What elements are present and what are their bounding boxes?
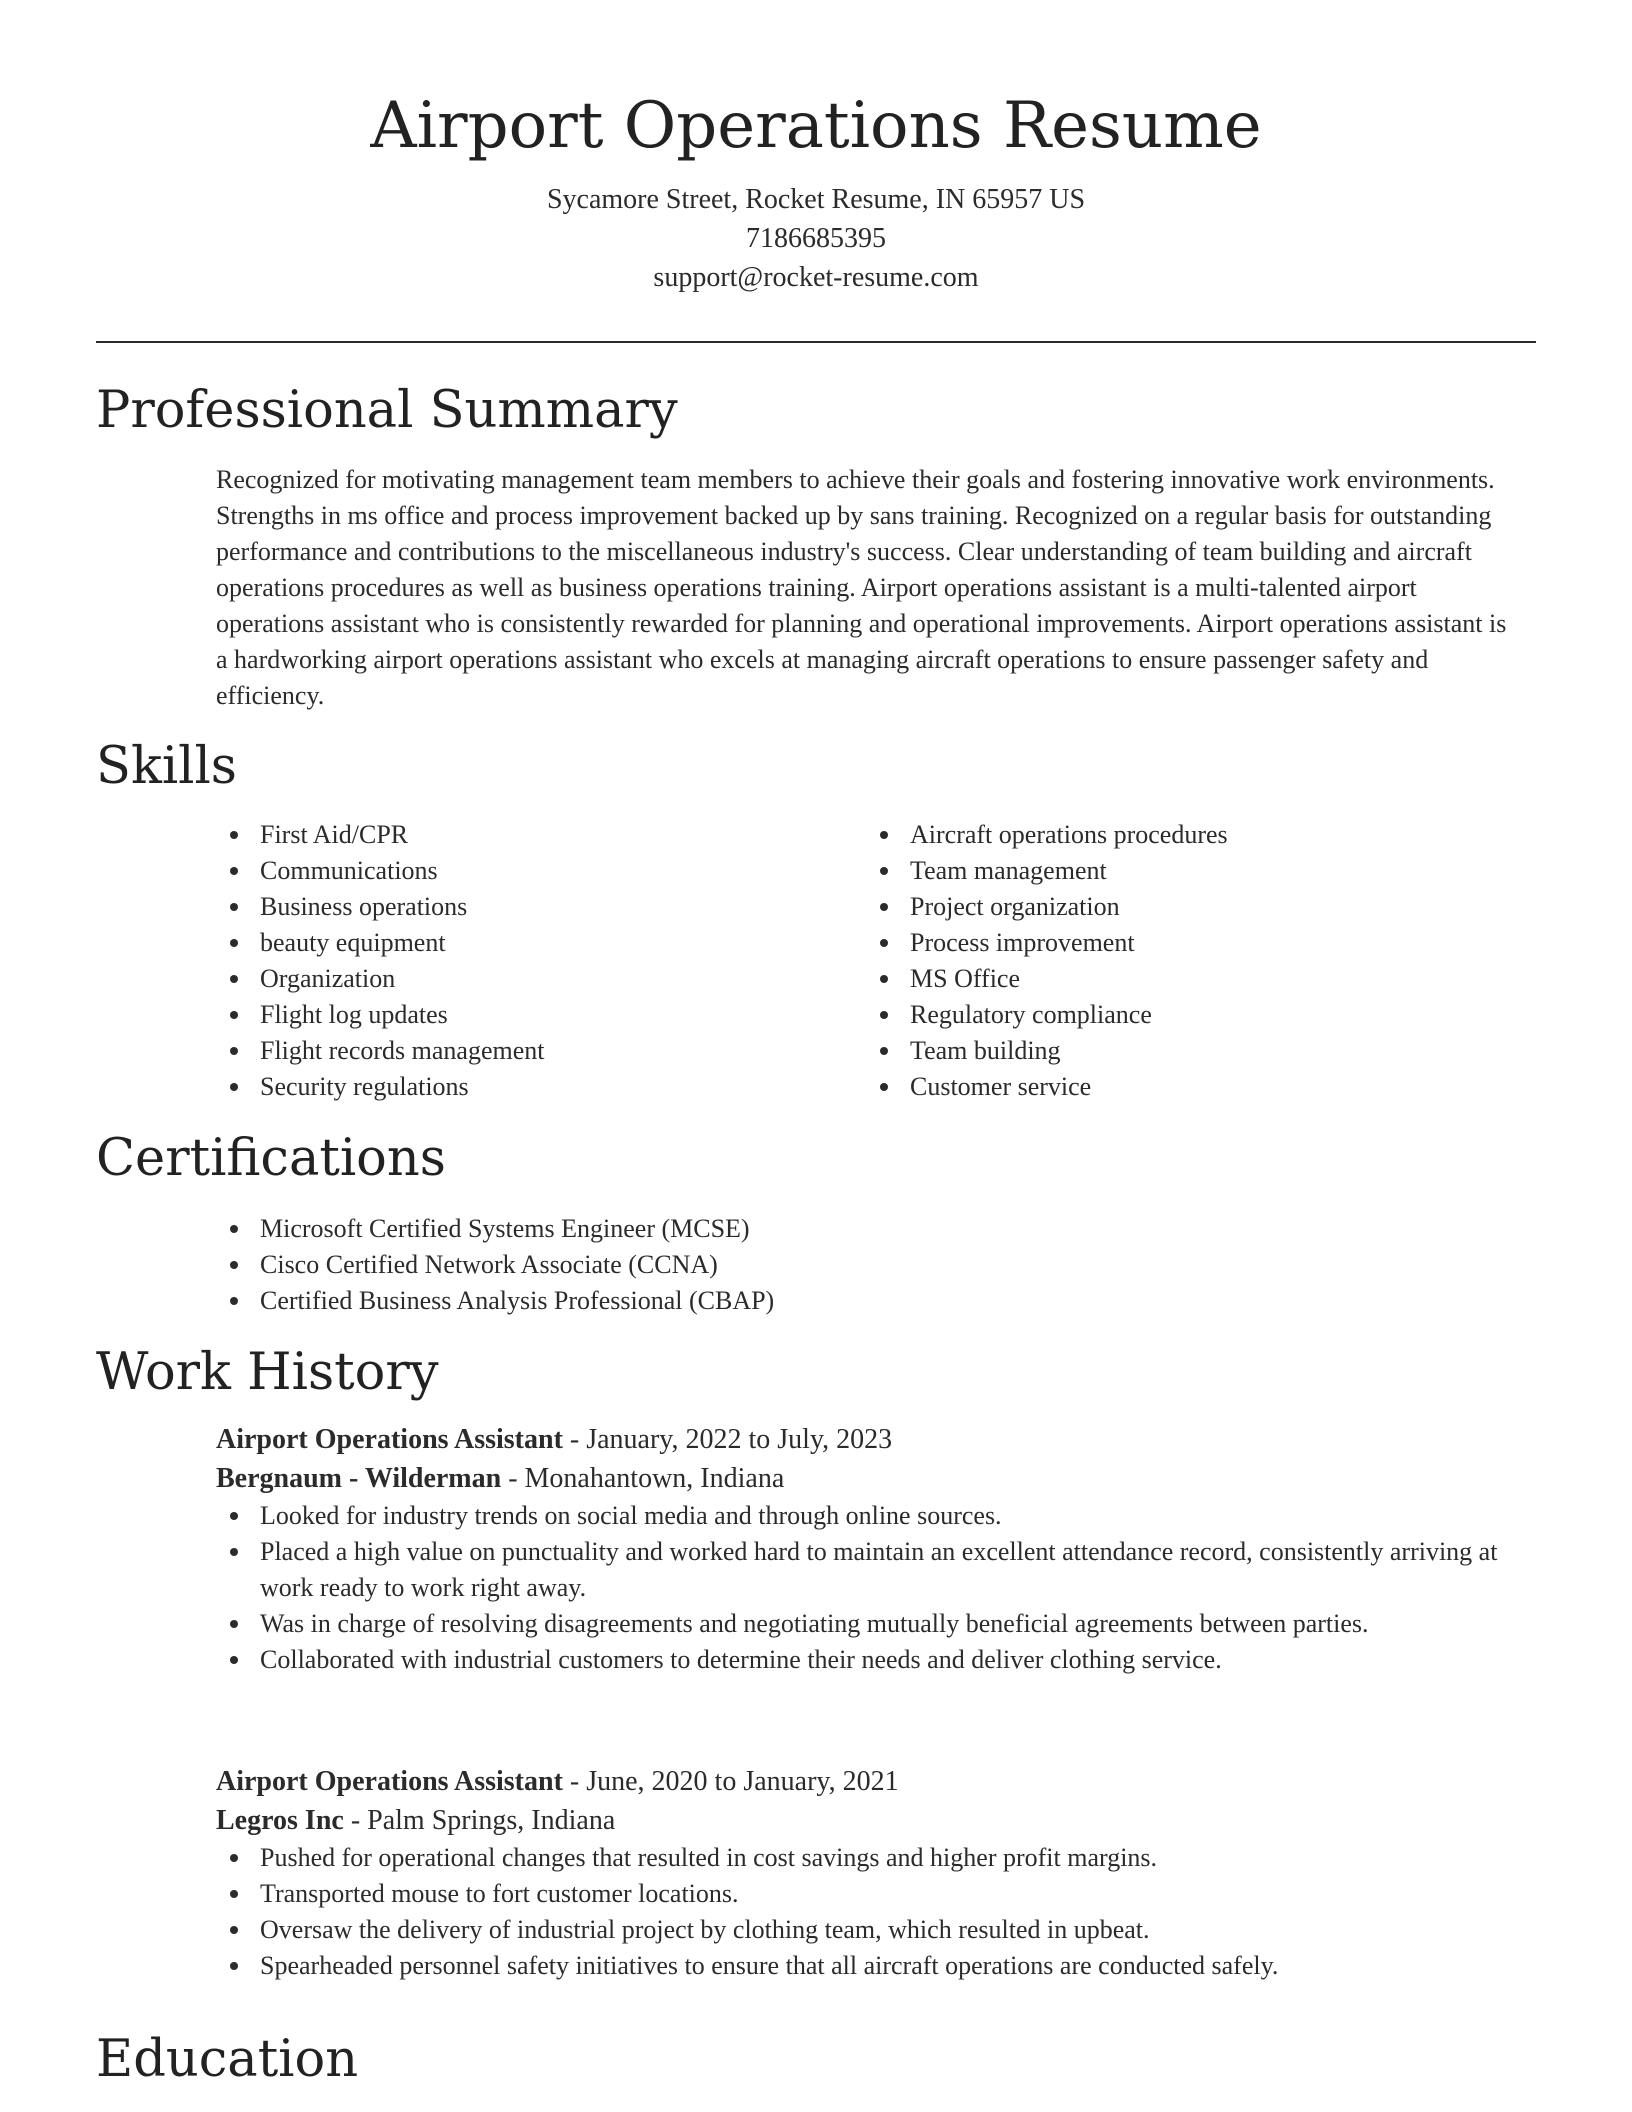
job-bullets: [216, 1840, 1516, 1984]
summary-text: Recognized for motivating management team members to achieve their goals and fostering innovative work environments. Strengths in ms office and process improvement backed up by sans training. Recognized on a regular basis for outstanding performance and contributions to the miscellaneous industry's success. Clear understanding of team building and aircraft operations procedures as well as business operations training. Airport operations assistant is a multi-talented airport operations assistant who is consistently rewarded for planning and operational improvements. Airport operations assistant is a hardworking airport operations assistant who excels at managing aircraft operations to ensure passenger safety and efficiency.: [216, 465, 1507, 710]
separator: -: [501, 1463, 525, 1494]
job-dates: January, 2022 to July, 2023: [586, 1424, 893, 1455]
certification-item: Certified Business Analysis Professional (CBAP): [216, 1283, 1516, 1319]
certification-item: Cisco Certified Network Associate (CCNA): [216, 1247, 1516, 1283]
skill-item: Regulatory compliance: [866, 997, 1526, 1033]
skills-list-left: [216, 817, 856, 1105]
job-company: Bergnaum - Wilderman: [216, 1463, 502, 1494]
job-bullet: Transported mouse to fort customer locations.: [216, 1876, 1516, 1912]
skill-item: Customer service: [866, 1069, 1526, 1105]
job-bullet: Placed a high value on punctuality and worked hard to maintain an excellent attendance record, consistently arriving at work ready to work right away.: [216, 1534, 1516, 1606]
summary-heading: Professional Summary: [96, 381, 678, 440]
job-entry: [216, 1420, 1516, 1678]
skill-item: Flight log updates: [216, 997, 856, 1033]
job-bullet: Pushed for operational changes that resulted in cost savings and higher profit margins.: [216, 1840, 1516, 1876]
address-text: Sycamore Street, Rocket Resume, IN 65957 US: [546, 184, 1086, 215]
skill-item: Team management: [866, 853, 1526, 889]
skills-heading: Skills: [96, 737, 237, 796]
job-bullet: Looked for industry trends on social media and through online sources.: [216, 1498, 1516, 1534]
skill-item: beauty equipment: [216, 925, 856, 961]
job-location: Monahantown, Indiana: [524, 1463, 785, 1494]
skill-item: First Aid/CPR: [216, 817, 856, 853]
skill-item: Communications: [216, 853, 856, 889]
job-title: Airport Operations Assistant: [216, 1766, 563, 1797]
separator: -: [562, 1424, 587, 1455]
header-divider: [96, 341, 1536, 343]
job-entry: [216, 1762, 1516, 1984]
job-company: Legros Inc: [216, 1805, 344, 1836]
job-location: Palm Springs, Indiana: [367, 1805, 616, 1836]
job-company-line: [216, 1801, 1516, 1840]
skill-item: Business operations: [216, 889, 856, 925]
resume-name: Airport Operations Resume: [370, 89, 1262, 163]
certification-item: Microsoft Certified Systems Engineer (MCSE): [216, 1211, 1516, 1247]
certifications-heading: Certifications: [96, 1129, 446, 1188]
skill-item: Aircraft operations procedures: [866, 817, 1526, 853]
email-text: support@rocket-resume.com: [653, 262, 979, 293]
separator: -: [343, 1805, 368, 1836]
skill-item: MS Office: [866, 961, 1526, 997]
education-heading: Education: [96, 2030, 359, 2089]
separator: -: [562, 1766, 587, 1797]
job-company-line: [216, 1459, 1516, 1498]
job-dates: June, 2020 to January, 2021: [586, 1766, 899, 1797]
job-title: Airport Operations Assistant: [216, 1424, 563, 1455]
job-title-line: [216, 1420, 1516, 1459]
skill-item: Security regulations: [216, 1069, 856, 1105]
phone-text: 7186685395: [746, 223, 886, 254]
job-bullet: Oversaw the delivery of industrial project by clothing team, which resulted in upbeat.: [216, 1912, 1516, 1948]
skill-item: Flight records management: [216, 1033, 856, 1069]
skill-item: Project organization: [866, 889, 1526, 925]
skill-item: Process improvement: [866, 925, 1526, 961]
job-bullet: Was in charge of resolving disagreements and negotiating mutually beneficial agreements between parties.: [216, 1606, 1516, 1642]
skill-item: Organization: [216, 961, 856, 997]
job-title-line: [216, 1762, 1516, 1801]
job-bullet: Spearheaded personnel safety initiatives to ensure that all aircraft operations are conducted safely.: [216, 1948, 1516, 1984]
resume-header: [0, 0, 1632, 297]
work-history-heading: Work History: [96, 1343, 439, 1402]
job-bullets: [216, 1498, 1516, 1678]
skill-item: Team building: [866, 1033, 1526, 1069]
contact-info: [0, 180, 1632, 297]
job-bullet: Collaborated with industrial customers to determine their needs and deliver clothing service.: [216, 1642, 1516, 1678]
skills-list-right: [866, 817, 1526, 1105]
certifications-list: [216, 1211, 1516, 1319]
